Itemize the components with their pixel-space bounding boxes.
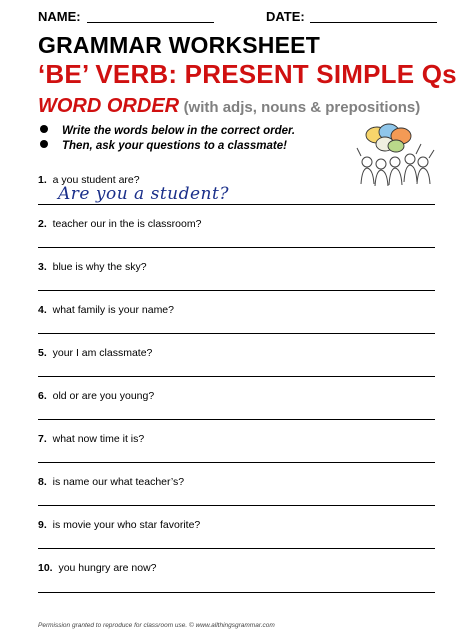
bullet-icon — [40, 140, 48, 148]
question-3: 3. blue is why the sky? — [38, 261, 147, 273]
question-7: 7. what now time it is? — [38, 433, 145, 445]
name-label: NAME: — [38, 9, 81, 24]
answer-line-2[interactable] — [38, 247, 435, 248]
question-2: 2. teacher our in the is classroom? — [38, 218, 202, 230]
subtitle-main: WORD ORDER — [38, 95, 180, 117]
answer-line-7[interactable] — [38, 462, 435, 463]
date-field[interactable] — [310, 22, 437, 23]
date-label: DATE: — [266, 9, 305, 24]
name-field[interactable] — [87, 22, 214, 23]
worksheet-subtitle — [38, 95, 420, 118]
answer-line-10[interactable] — [38, 592, 435, 593]
example-answer: Are you a student? — [58, 184, 229, 204]
answer-line-5[interactable] — [38, 376, 435, 377]
instruction-1: Write the words below in the correct order. — [40, 125, 295, 137]
students-group-illustration — [355, 122, 437, 190]
answer-line-4[interactable] — [38, 333, 435, 334]
question-10: 10. you hungry are now? — [38, 562, 157, 574]
bullet-icon — [40, 125, 48, 133]
answer-line-9[interactable] — [38, 548, 435, 549]
question-1: 1. a you student are? — [38, 174, 140, 186]
question-9: 9. is movie your who star favorite? — [38, 519, 201, 531]
question-4: 4. what family is your name? — [38, 304, 174, 316]
answer-line-3[interactable] — [38, 290, 435, 291]
question-6: 6. old or are you young? — [38, 390, 155, 402]
instruction-2: Then, ask your questions to a classmate! — [40, 140, 287, 152]
worksheet-topic: ‘BE’ VERB: PRESENT SIMPLE Qs — [38, 59, 457, 89]
question-8: 8. is name our what teacher’s? — [38, 476, 185, 488]
worksheet-title: GRAMMAR WORKSHEET — [38, 32, 320, 58]
subtitle-detail: (with adjs, nouns & prepositions) — [183, 99, 421, 116]
footer-permission: Permission granted to reproduce for classroom use. © www.allthingsgrammar.com — [38, 622, 275, 629]
question-5: 5. your I am classmate? — [38, 347, 153, 359]
answer-line-1[interactable] — [38, 204, 435, 205]
answer-line-6[interactable] — [38, 419, 435, 420]
answer-line-8[interactable] — [38, 505, 435, 506]
